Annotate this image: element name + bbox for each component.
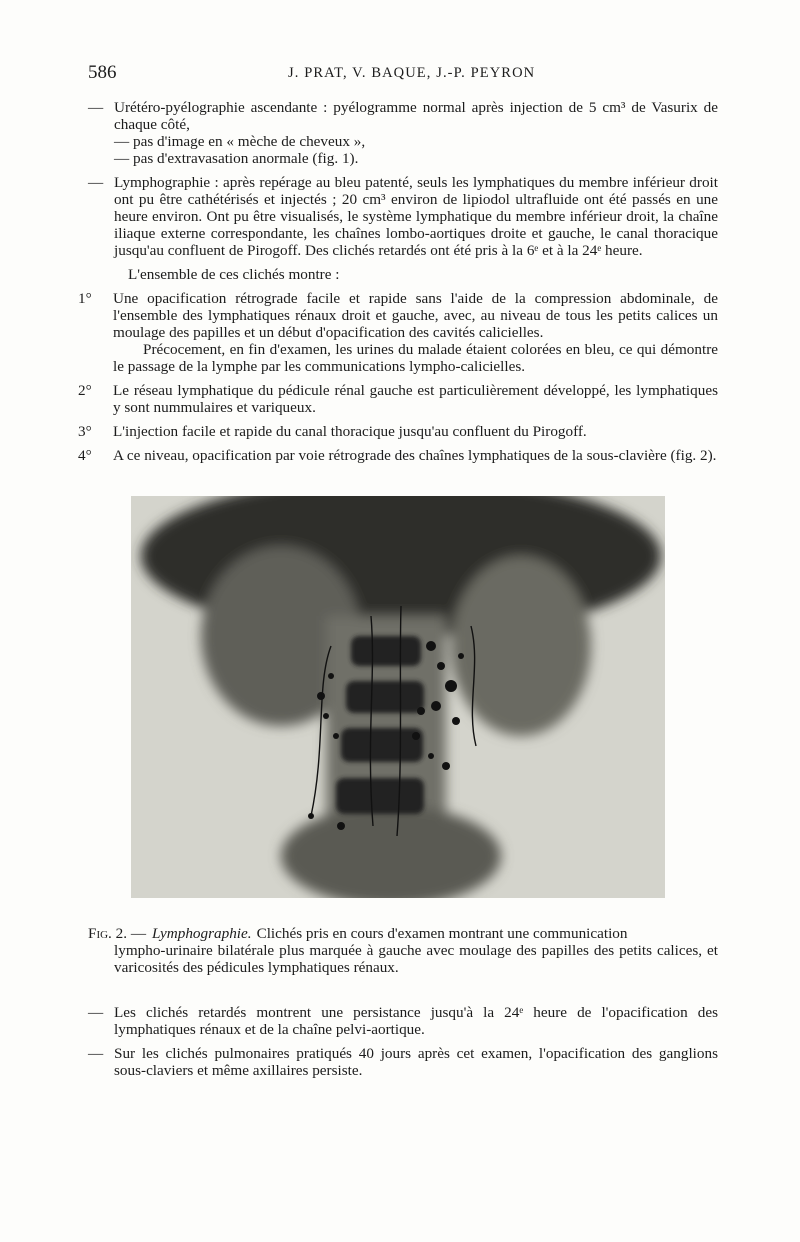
paragraph-text: Sur les clichés pulmonaires pratiqués 40 jours après cet examen, l'opacification des ganglions sous-claviers et même axillaires persiste.	[114, 1045, 718, 1079]
item-text: Une opacification rétrograde facile et rapide sans l'aide de la compression abdominale, de l'ensemble des lymphatiques rénaux droit et gauche, avec, au niveau de tous les petits calices un moulage des papilles et un début d'opacification des cavités calicielles.	[113, 290, 718, 341]
page-header	[88, 62, 718, 86]
numbered-item	[78, 447, 718, 464]
caption-text-rest: lympho-urinaire bilatérale plus marquée à gauche avec moulage des papilles des petits calices, et varicosités des pédicules lymphatiques rénaux.	[114, 942, 718, 976]
item-text: Précocement, en fin d'examen, les urines du malade étaient colorées en bleu, ce qui démontre le passage de la lymphe par les communications lympho-calicielles.	[113, 341, 718, 375]
numbered-item	[78, 423, 718, 440]
page-number: 586	[88, 62, 117, 83]
figure-caption	[88, 925, 718, 976]
caption-label: Fig. 2. —	[88, 925, 147, 942]
paragraph-pulmonary-films	[88, 1045, 718, 1079]
paragraph-intro: L'ensemble de ces clichés montre :	[128, 266, 340, 283]
item-number: 4°	[78, 447, 92, 464]
caption-text: Clichés pris en cours d'examen montrant une communication	[256, 925, 628, 942]
dash-mark: —	[88, 174, 104, 191]
item-number: 1°	[78, 290, 92, 307]
item-text: Le réseau lymphatique du pédicule rénal gauche est particulièrement développé, les lymphatiques y sont nummulaires et variqueux.	[113, 382, 718, 416]
paragraph-lymphography	[88, 174, 718, 259]
caption-title: Lymphographie.	[152, 925, 252, 942]
dash-mark: —	[88, 1004, 104, 1021]
dash-mark: —	[88, 99, 104, 116]
paragraph-ureteropyelography	[88, 99, 718, 167]
running-head: J. PRAT, V. BAQUE, J.-P. PEYRON	[288, 65, 536, 81]
body-text	[78, 99, 718, 471]
paragraph-text: Lymphographie : après repérage au bleu patenté, seuls les lymphatiques du membre inférieur droit ont pu être cathétérisés et injectés ; 20 cm³ environ de lipiodol ultrafluide ont été passés en une heure environ. Ont pu être visualisés, le système lymphatique du membre inférieur droit, la chaîne iliaque externe correspondante, les chaînes lombo-aortiques droite et gauche, le canal thoracique jusqu'au confluent de Pirogoff. Des clichés retardés ont été pris à la 6ᵉ et à la 24ᵉ heure.	[114, 174, 718, 259]
paragraph-text: Les clichés retardés montrent une persistance jusqu'à la 24ᵉ heure de l'opacification des lymphatiques rénaux et de la chaîne pelvi-aortique.	[114, 1004, 718, 1038]
item-text: L'injection facile et rapide du canal thoracique jusqu'au confluent du Pirogoff.	[113, 423, 587, 440]
sub-item: — pas d'extravasation anormale (fig. 1).	[114, 150, 359, 167]
paragraph-text: Urétéro-pyélographie ascendante : pyélogramme normal après injection de 5 cm³ de Vasurix de chaque côté,	[114, 99, 718, 133]
post-figure-text	[88, 1004, 718, 1086]
lymphography-xray-image	[131, 496, 665, 898]
numbered-item	[78, 290, 718, 375]
item-number: 2°	[78, 382, 92, 399]
item-number: 3°	[78, 423, 92, 440]
dash-mark: —	[88, 1045, 104, 1062]
xray-figure	[131, 496, 665, 898]
sub-item: — pas d'image en « mèche de cheveux »,	[114, 133, 366, 150]
item-text: A ce niveau, opacification par voie rétrograde des chaînes lymphatiques de la sous-clavière (fig. 2).	[113, 447, 717, 464]
numbered-item	[78, 382, 718, 416]
paragraph-delayed-films	[88, 1004, 718, 1038]
